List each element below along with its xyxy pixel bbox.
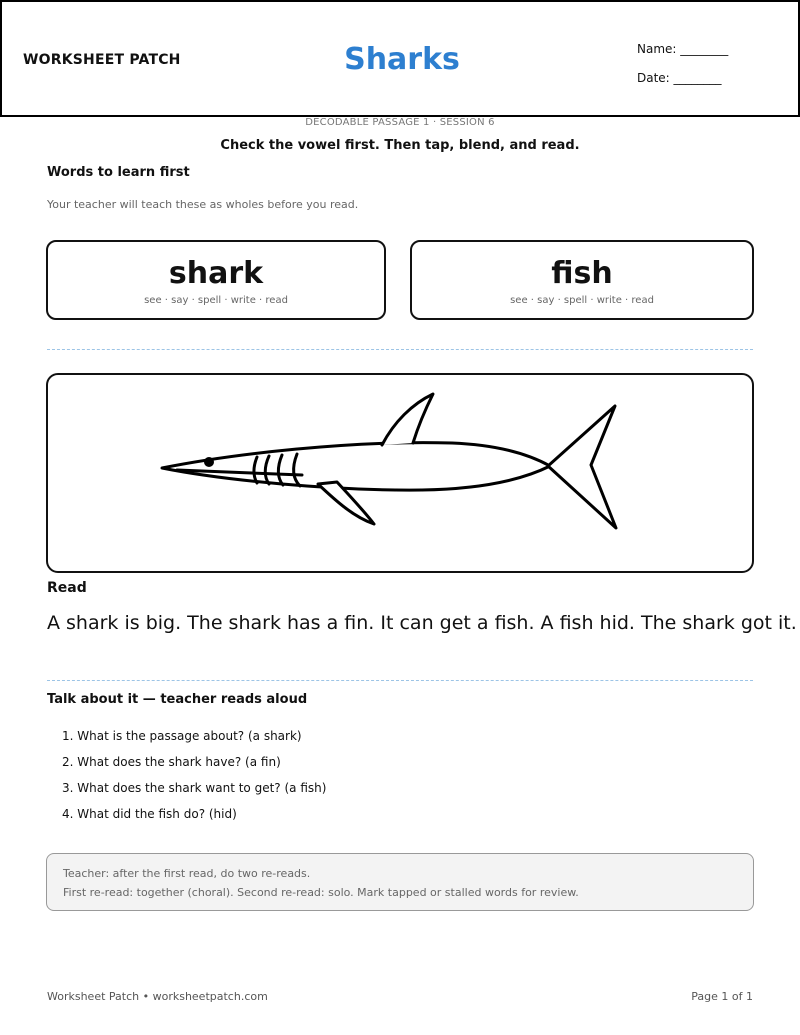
instruction-text: Check the vowel first. Then tap, blend, and read. [220,138,580,153]
name-field-label: Name: ________ [637,42,729,56]
question-item: 2. What does the shark have? (a fin) [62,755,281,769]
word-card-steps: see · say · spell · write · read [144,295,288,306]
teacher-note-line: First re-read: together (choral). Second re-read: solo. Mark tapped or stalled words for review. [63,886,579,899]
question-item: 1. What is the passage about? (a shark) [62,729,302,743]
illustration-frame [46,373,754,573]
discussion-questions [62,729,326,833]
words-section-heading: Words to learn first [47,165,190,180]
passage-subhead: DECODABLE PASSAGE 1 · SESSION 6 [305,117,495,128]
brand-name: WORKSHEET PATCH [23,52,181,68]
word-card-word: shark [168,256,264,291]
section-divider [47,349,753,350]
question-item: 4. What did the fish do? (hid) [62,807,237,821]
worksheet-header [0,0,800,117]
read-section-heading: Read [47,580,87,596]
word-card-fish [410,240,754,320]
footer-page-number: Page 1 of 1 [691,990,753,1003]
footer-site: Worksheet Patch • worksheetpatch.com [47,990,268,1003]
word-card-word: fish [551,256,613,291]
question-item: 3. What does the shark want to get? (a fish) [62,781,327,795]
teacher-note-line: Teacher: after the first read, do two re-reads. [63,867,311,880]
reading-passage: A shark is big. The shark has a fin. It can get a fish. A fish hid. The shark got it. [47,612,797,634]
words-section-hint: Your teacher will teach these as wholes before you read. [47,198,359,211]
section-divider [47,680,753,681]
talk-section-heading: Talk about it — teacher reads aloud [47,692,308,707]
word-card-shark [46,240,386,320]
date-field-label: Date: ________ [637,71,722,85]
teacher-note [46,853,754,911]
shark-illustration-icon [48,375,756,575]
page-title: Sharks [344,42,460,77]
word-card-steps: see · say · spell · write · read [510,295,654,306]
